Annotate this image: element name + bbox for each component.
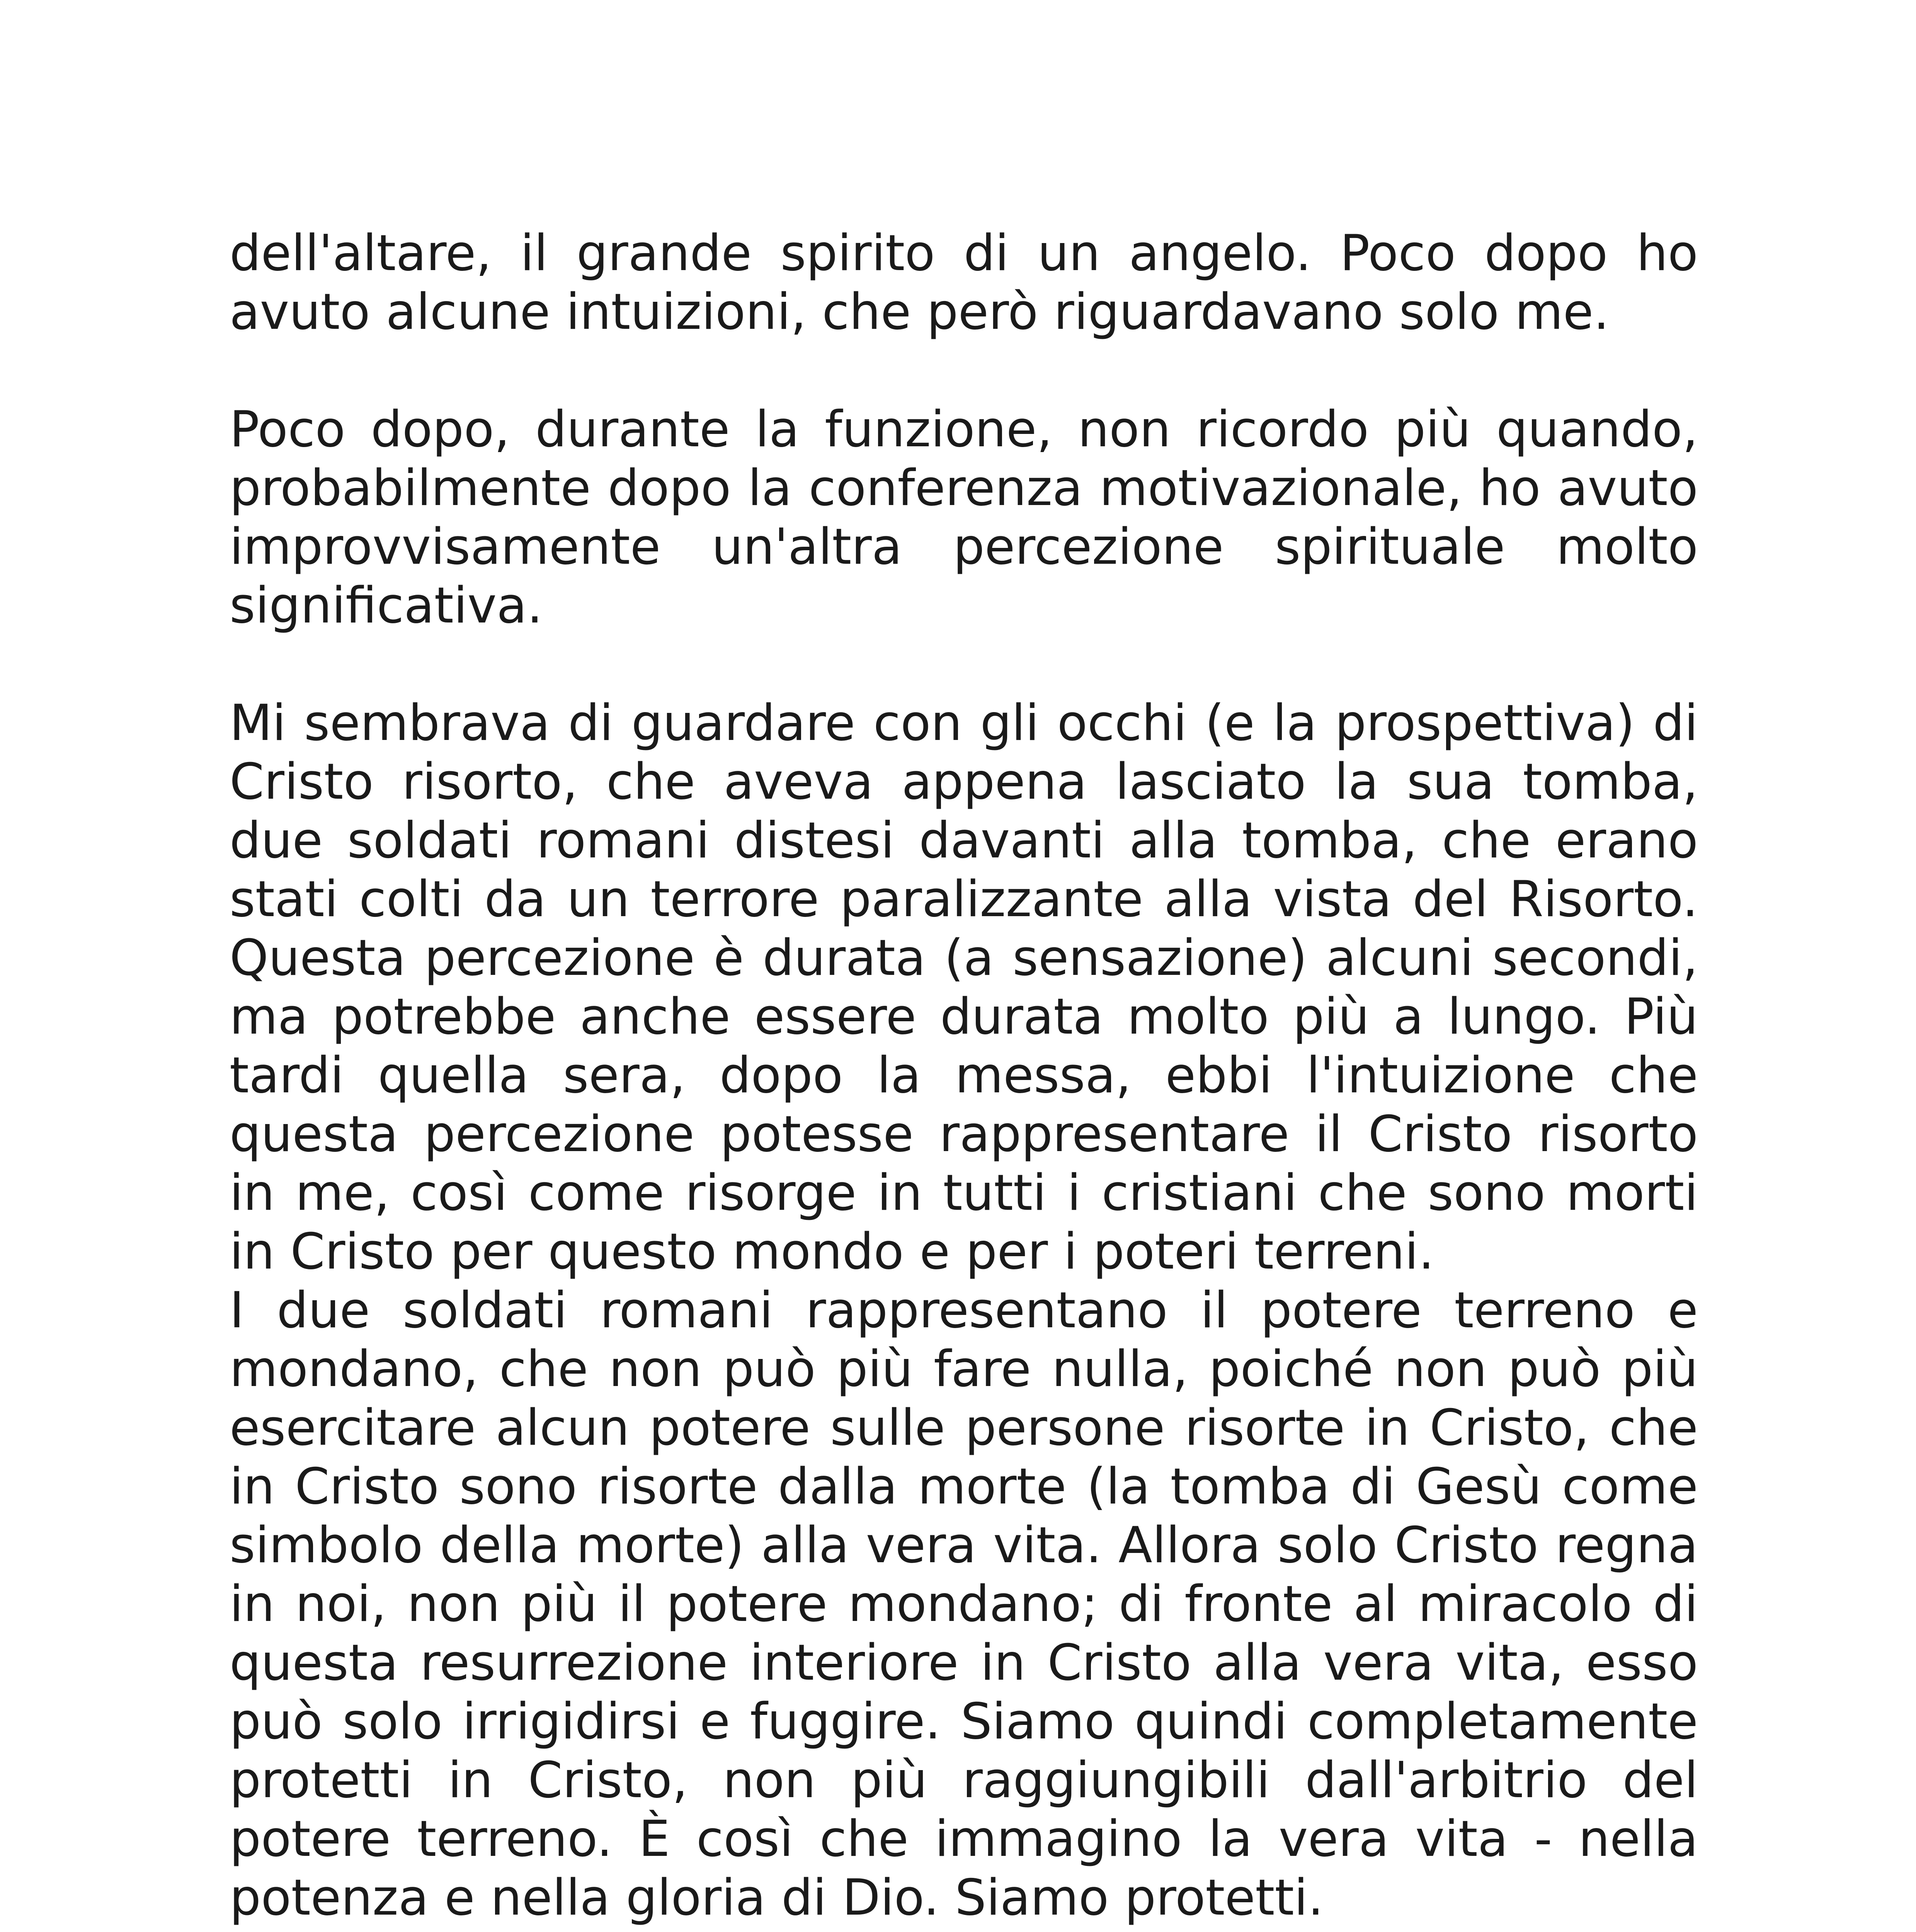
paragraph-gap — [230, 342, 1698, 400]
paragraph-2: Poco dopo, durante la funzione, non ricordo più quando, probabilmente dopo la conferenza motivazionale, ho avuto improvvisamente un'altra percezione spirituale molto significativa. — [230, 401, 1698, 634]
paragraph-gap — [230, 1927, 1698, 1932]
paragraph-1: dell'altare, il grande spirito di un angelo. Poco dopo ho avuto alcune intuizioni, che però riguardavano solo me. — [230, 224, 1698, 341]
body-text — [230, 224, 1698, 1932]
paragraph-gap — [230, 635, 1698, 694]
paragraph-4: I due soldati romani rappresentano il potere terreno e mondano, che non può più fare nulla, poiché non può più esercitare alcun potere sulle persone risorte in Cristo, che in Cristo sono risorte dalla morte (la tomba di Gesù come simbolo della morte) alla vera vita. Allora solo Cristo regna in noi, non più il potere mondano; di fronte al miracolo di questa resurrezione interiore in Cristo alla vera vita, esso può solo irrigidirsi e fuggire. Siamo quindi completamente protetti in Cristo, non più raggiungibili dall'arbitrio del potere terreno. È così che immagino la vera vita - nella potenza e nella gloria di Dio. Siamo protetti. — [230, 1282, 1698, 1927]
paragraph-3: Mi sembrava di guardare con gli occhi (e la prospettiva) di Cristo risorto, che aveva appena lasciato la sua tomba, due soldati romani distesi davanti alla tomba, che erano stati colti da un terrore paralizzante alla vista del Risorto. Questa percezione è durata (a sensazione) alcuni secondi, ma potrebbe anche essere durata molto più a lungo. Più tardi quella sera, dopo la messa, ebbi l'intuizione che questa percezione potesse rappresentare il Cristo risorto in me, così come risorge in tutti i cristiani che sono morti in Cristo per questo mondo e per i poteri terreni. — [230, 694, 1698, 1281]
